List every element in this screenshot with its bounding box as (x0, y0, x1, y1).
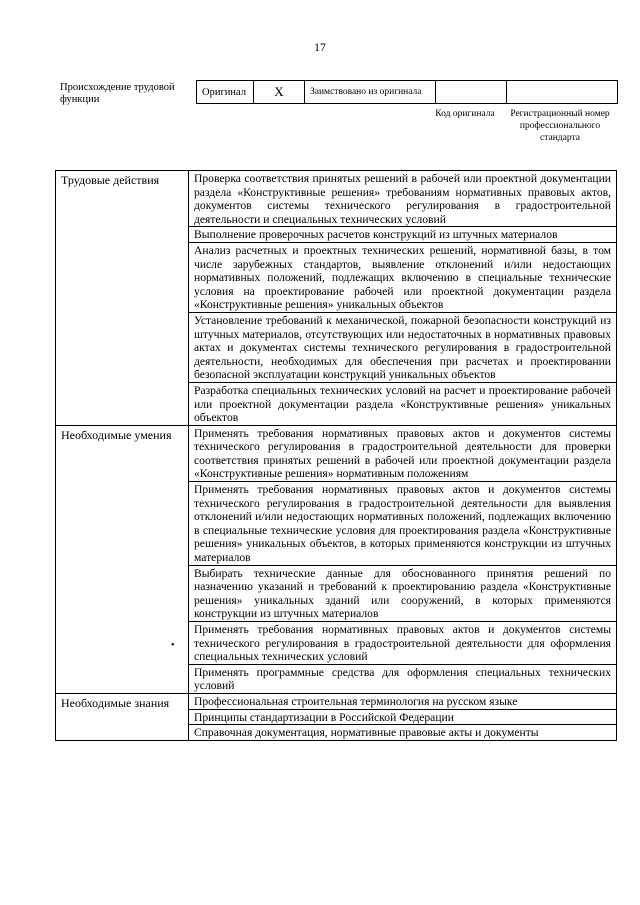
section-item: Применять требования нормативных правовых актов и документов системы технического регулирования в градостроительной деятельности для оформления специальных технических условий (189, 622, 617, 665)
origin-table (196, 80, 618, 104)
code-cell (436, 81, 507, 104)
section-item: Анализ расчетных и проектных технических решений, нормативной базы, в том числе зарубежных стандартов, выявление отклонений и/или недостающих нормативных положений, подлежащих включению в специальные технические условия на проектирование рабочей или проектной документации раздела «Конструктивные решения» уникальных объектов (189, 242, 617, 312)
original-label: Оригинал (197, 81, 254, 104)
section-item: Проверка соответствия принятых решений в рабочей или проектной документации раздела «Конструктивные решения» требованиям нормативных правовых актов, документов системы технического регулирования в градостроительной деятельности и специальных технических условий (189, 171, 617, 227)
borrowed-label: Заимствовано из оригинала (305, 81, 436, 104)
section-item: Профессиональная строительная терминология на русском языке (189, 693, 617, 709)
section-label: Необходимые знания (56, 693, 189, 740)
reg-number-caption: Регистрационный номер профессионального стандарта (510, 109, 610, 143)
section-item: Выполнение проверочных расчетов конструкций из штучных материалов (189, 227, 617, 243)
origin-label: Происхождение трудовой функции (60, 82, 175, 105)
function-table (55, 170, 617, 741)
table-row (56, 425, 617, 481)
stray-mark: • (171, 640, 175, 651)
section-item: Разработка специальных технических условий на расчет и проектирование рабочей или проектной документации раздела «Конструктивные решения» уникальных объектов (189, 382, 617, 425)
section-label: Трудовые действия (56, 171, 189, 426)
section-item: Выбирать технические данные для обоснованного принятия решений по назначению указаний и требований к проектированию раздела «Конструктивные решения» уникальных зданий или сооружений, в которых применяются конструкции из штучных материалов (189, 565, 617, 621)
section-item: Справочная документация, нормативные правовые акты и документы (189, 725, 617, 741)
page-number: 17 (314, 40, 326, 54)
section-item: Установление требований к механической, пожарной безопасности конструкций из штучных материалов, отсутствующих или недостаточных в нормативных правовых актах и документах системы технического регулирования в градостроительной деятельности, необходимых для обеспечения при расчетах и проектировании безопасной эксплуатации конструкций уникальных объектов (189, 312, 617, 382)
original-mark: X (254, 81, 305, 104)
code-caption: Код оригинала (435, 109, 495, 119)
section-item: Применять программные средства для оформления специальных технических условий (189, 664, 617, 693)
table-row (56, 171, 617, 227)
section-item: Принципы стандартизации в Российской Федерации (189, 709, 617, 725)
reg-number-cell (507, 81, 618, 104)
section-item: Применять требования нормативных правовых актов и документов системы технического регулирования в градостроительной деятельности для выявления отклонений и/или недостающих нормативных положений, подлежащих включению в специальные технические условия для проектирования раздела «Конструктивные решения» уникальных объектов, в которых применяются конструкции из штучных материалов (189, 482, 617, 566)
section-item: Применять требования нормативных правовых актов и документов системы технического регулирования в градостроительной деятельности для проверки соответствия принятых решений в рабочей или проектной документации раздела «Конструктивные решения» нормативным положениям (189, 425, 617, 481)
section-label: Необходимые умения (56, 425, 189, 693)
table-row (56, 693, 617, 709)
